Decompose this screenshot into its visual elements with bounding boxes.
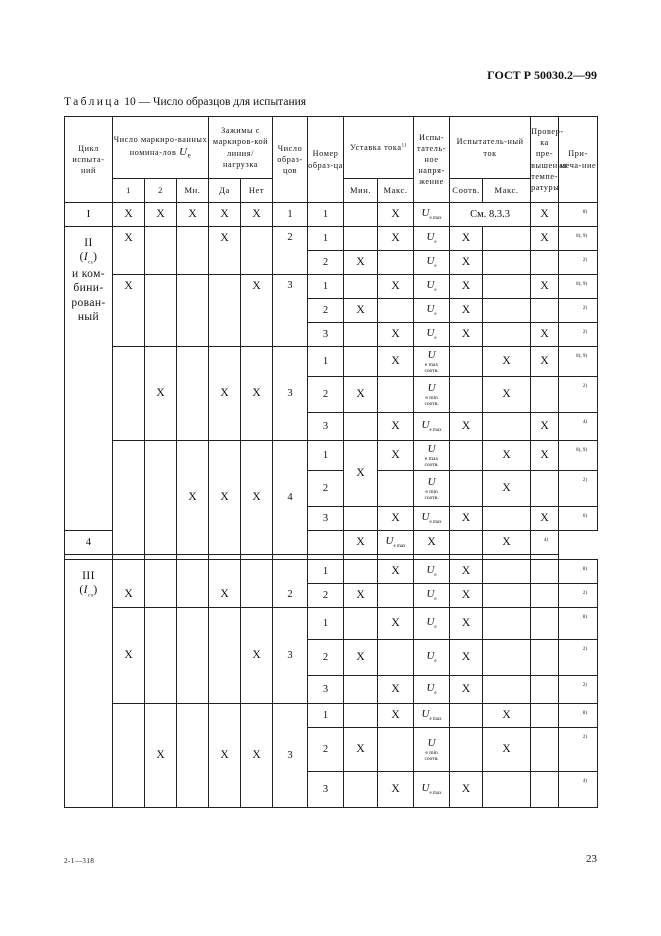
table-cell: X: [241, 275, 273, 347]
table-cell: X: [113, 275, 145, 347]
table-cell: X: [344, 728, 378, 772]
table-cell: X: [450, 772, 483, 808]
table-cell: [531, 471, 559, 507]
sample-count-table: [64, 116, 598, 808]
table-cell: 3: [308, 676, 344, 704]
table-cell: [450, 347, 483, 377]
table-cell: X: [241, 347, 273, 441]
table-cell: X: [531, 507, 559, 531]
table-cell: [378, 299, 414, 323]
table-cell: [145, 227, 177, 275]
table-cell: 2: [308, 299, 344, 323]
table-cell: 3: [273, 704, 308, 808]
table-cell: U e min соотв.: [414, 471, 450, 507]
table-cell: X: [450, 227, 483, 251]
table-cell: [378, 471, 414, 507]
table-cell: [113, 704, 145, 808]
table-cell: X: [177, 203, 209, 227]
table-cell: $U_e$: [414, 227, 450, 251]
table-cell: $U_{e max}$: [378, 531, 414, 555]
table-cell: [177, 275, 209, 347]
subheader-2: 2: [145, 179, 177, 203]
table-cell: 1: [308, 560, 344, 584]
table-cell: X: [450, 299, 483, 323]
table-cell: X: [378, 507, 414, 531]
table-cell: X: [378, 560, 414, 584]
table-row: [65, 227, 598, 251]
table-cell: [483, 608, 531, 640]
standard-number: ГОСТ Р 50030.2—99: [487, 68, 597, 82]
table-cell: X: [531, 441, 559, 471]
table-cell: 8), 9): [559, 275, 598, 299]
table-row: [65, 704, 598, 728]
table-cell: [344, 347, 378, 377]
table-cell: X: [378, 413, 414, 441]
table-cell: X: [209, 227, 241, 275]
table-cell: [483, 275, 531, 299]
header-setting: Уставка тока$^{1)}$: [344, 117, 414, 179]
table-cell: [531, 377, 559, 413]
table-cell: [241, 560, 273, 608]
table-cell: X: [450, 323, 483, 347]
table-cell: 4): [559, 413, 598, 441]
table-row: [65, 608, 598, 640]
table-cell: [450, 704, 483, 728]
table-cell: X: [378, 441, 414, 471]
table-cell: X: [209, 347, 241, 441]
table-cell: [483, 584, 531, 608]
table-cell: [450, 728, 483, 772]
table-cell: X: [450, 608, 483, 640]
table-cell: [483, 640, 531, 676]
table-cell: 2): [559, 377, 598, 413]
table-cell: [344, 203, 378, 227]
subheader-yes: Да: [209, 179, 241, 203]
table-cell: 3: [273, 608, 308, 704]
table-cell: 6): [559, 507, 598, 531]
table-row: [65, 203, 598, 227]
table-cell: X: [378, 772, 414, 808]
table-cell: 3: [308, 323, 344, 347]
table-cell: $U_e$: [414, 560, 450, 584]
table-cell: [344, 608, 378, 640]
table-cell: [344, 413, 378, 441]
table-cell: $U_e$: [414, 251, 450, 275]
table-cell: X: [209, 441, 241, 555]
table-cell: [450, 471, 483, 507]
table-cell: X: [113, 608, 145, 704]
table-cell: X: [450, 413, 483, 441]
table-cell: [378, 728, 414, 772]
header-clamps: Зажимы с маркиров-кой линия/ нагрузка: [209, 117, 273, 179]
table-cell: 1: [308, 203, 344, 227]
table-cell: X: [113, 227, 145, 275]
table-cell: [209, 275, 241, 347]
table-cell: 1: [273, 203, 308, 227]
table-cell: [483, 507, 531, 531]
table-cell: [177, 560, 209, 608]
table-cell: $U_e$: [414, 275, 450, 299]
table-cell: X: [344, 251, 378, 275]
table-cell: U e max соотв.: [414, 347, 450, 377]
table-cell: X: [209, 560, 241, 608]
table-cell: [483, 323, 531, 347]
table-cell: X: [483, 441, 531, 471]
table-cell: 8): [559, 560, 598, 584]
table-cell: [483, 299, 531, 323]
table-cell: [531, 584, 559, 608]
table-cell: $U_{e max}$: [414, 203, 450, 227]
table-cell: X: [531, 413, 559, 441]
table-cell: 2: [308, 640, 344, 676]
table-cell: X: [378, 227, 414, 251]
header-cycle: Цикл испыта-ний: [65, 117, 113, 203]
table-cell: [450, 441, 483, 471]
table-cell: 8), 9): [559, 441, 598, 471]
subheader-many: Мн.: [177, 179, 209, 203]
table-row: [65, 275, 598, 299]
table-cell: [344, 772, 378, 808]
table-cell: 4: [65, 531, 113, 555]
table-cell: X: [378, 704, 414, 728]
table-cell: X: [450, 275, 483, 299]
table-cell: X: [378, 203, 414, 227]
table-cell: 2: [308, 377, 344, 413]
table-cell: X: [145, 704, 177, 808]
table-cell: X: [378, 347, 414, 377]
table-cell: X: [145, 347, 177, 441]
table-cell: [308, 531, 344, 555]
header-poles: Число образ-цов: [273, 117, 308, 203]
table-cell: [177, 347, 209, 441]
table-cell: X: [450, 584, 483, 608]
table-cell: $U_e$: [414, 584, 450, 608]
table-cell: 2): [559, 728, 598, 772]
caption-number: 10: [124, 96, 136, 108]
table-cell: $U_{e max}$: [414, 704, 450, 728]
table-cell: U e min соотв.: [414, 377, 450, 413]
table-cell: X: [531, 323, 559, 347]
table-cell: 2): [559, 323, 598, 347]
table-cell: X: [531, 347, 559, 377]
table-cell: [344, 227, 378, 251]
table-cell: X: [344, 584, 378, 608]
table-cell: [483, 560, 531, 584]
table-cell: [378, 377, 414, 413]
table-cell: X: [414, 531, 450, 555]
header-terminals-count: Число маркиро-ванных номина-лов $U_e$: [113, 117, 209, 179]
table-cell: [531, 704, 559, 728]
cycle-label: II $(I_{cs})$ и ком- бини- рован- ный: [65, 227, 113, 531]
table-cell: [531, 251, 559, 275]
header-temp-check: Провер-ка пре-вышения темпе-ратуры: [531, 117, 559, 203]
table-cell: X: [209, 203, 241, 227]
table-cell: [145, 560, 177, 608]
table-cell: X: [483, 347, 531, 377]
table-cell: [344, 275, 378, 299]
table-cell: [344, 676, 378, 704]
table-cell: [531, 728, 559, 772]
print-code: 2-1—318: [64, 857, 95, 865]
table-cell: X: [450, 251, 483, 275]
table-cell: $U_e$: [414, 676, 450, 704]
table-cell: 2): [559, 640, 598, 676]
table-cell: 2): [559, 584, 598, 608]
table-cell: X: [344, 531, 378, 555]
table-cell: [483, 227, 531, 251]
table-cell: X: [450, 507, 483, 531]
table-cell: $U_e$: [414, 640, 450, 676]
table-cell: [531, 640, 559, 676]
table-cell: X: [483, 377, 531, 413]
subheader-corr: Соотв.: [450, 179, 483, 203]
table-cell: X: [241, 704, 273, 808]
table-cell: 2): [559, 299, 598, 323]
table-cell: X: [344, 377, 378, 413]
table-cell: 2: [308, 471, 344, 507]
table-cell: X: [531, 203, 559, 227]
table-cell: 3: [273, 275, 308, 347]
table-cell: [378, 640, 414, 676]
table-cell: [113, 441, 145, 555]
table-cell: 1: [308, 347, 344, 377]
table-cell: [378, 584, 414, 608]
table-cell: 8), 9): [559, 347, 598, 377]
table-cell: См. 8.3.3: [450, 203, 531, 227]
table-cell: 8): [559, 704, 598, 728]
table-cell: [450, 531, 483, 555]
subheader-min: Мин.: [344, 179, 378, 203]
table-cell: X: [531, 227, 559, 251]
table-cell: [483, 251, 531, 275]
table-cell: [145, 441, 177, 555]
table-cell: X: [344, 441, 378, 507]
table-cell: 1: [308, 227, 344, 251]
table-cell: 2): [559, 251, 598, 275]
table-caption: [64, 96, 306, 108]
subheader-no: Нет: [241, 179, 273, 203]
table-cell: [531, 560, 559, 584]
table-cell: [344, 507, 378, 531]
table-cell: [483, 772, 531, 808]
subheader-max: Макс.: [378, 179, 414, 203]
caption-prefix: Таблица: [64, 96, 122, 108]
table-cell: [113, 347, 145, 441]
table-cell: X: [483, 531, 531, 555]
table-cell: X: [241, 203, 273, 227]
table-cell: 1: [308, 608, 344, 640]
table-cell: $U_e$: [414, 323, 450, 347]
table-cell: 8), 9): [559, 227, 598, 251]
table-cell: 2: [273, 227, 308, 275]
table-cell: [177, 704, 209, 808]
table-cell: X: [378, 676, 414, 704]
table-cell: [209, 608, 241, 704]
table-row: [65, 560, 598, 584]
table-cell: U e max соотв.: [414, 441, 450, 471]
header-test-voltage: Испы-татель-ное напря-жение: [414, 117, 450, 203]
table-cell: [450, 377, 483, 413]
table-cell: X: [378, 608, 414, 640]
subheader-imax: Макс.: [483, 179, 531, 203]
table-cell: 2: [308, 251, 344, 275]
table-cell: [145, 608, 177, 704]
table-cell: [344, 560, 378, 584]
table-cell: X: [145, 203, 177, 227]
table-cell: [177, 608, 209, 704]
table-cell: [531, 299, 559, 323]
table-cell: [531, 676, 559, 704]
table-cell: X: [483, 704, 531, 728]
table-cell: $U_{e max}$: [414, 413, 450, 441]
table-cell: 2: [273, 560, 308, 608]
header-sample-no: Номер образ-ца: [308, 117, 344, 203]
caption-title: — Число образцов для испытания: [138, 96, 307, 108]
table-cell: 2: [308, 584, 344, 608]
table-cell: 4): [531, 531, 559, 555]
table-cell: 3: [308, 413, 344, 441]
header-notes: При-меча-ние: [559, 117, 598, 203]
table-cell: X: [450, 560, 483, 584]
table-cell: $U_{e max}$: [414, 507, 450, 531]
table-cell: X: [483, 728, 531, 772]
table-cell: X: [113, 560, 145, 608]
table-cell: X: [483, 471, 531, 507]
table-cell: [378, 251, 414, 275]
table-cell: 2: [308, 728, 344, 772]
table-cell: [483, 676, 531, 704]
table-cell: 1: [308, 704, 344, 728]
table-cell: 4): [559, 772, 598, 808]
table-cell: 8): [559, 608, 598, 640]
table-cell: $U_e$: [414, 608, 450, 640]
table-row: [65, 441, 598, 471]
table-cell: 3: [308, 772, 344, 808]
table-cell: 8): [559, 203, 598, 227]
table-cell: [531, 772, 559, 808]
table-cell: U e min соотв.: [414, 728, 450, 772]
table-cell: [344, 704, 378, 728]
table-cell: X: [209, 704, 241, 808]
table-cell: X: [378, 275, 414, 299]
table-cell: [483, 413, 531, 441]
table-cell: X: [531, 275, 559, 299]
table-cell: 1: [308, 441, 344, 471]
table-cell: $U_e$: [414, 299, 450, 323]
table-cell: 3: [308, 507, 344, 531]
table-row: [65, 347, 598, 377]
table-cell: X: [344, 299, 378, 323]
table-cell: 3: [273, 347, 308, 441]
table-cell: X: [450, 640, 483, 676]
table-cell: X: [241, 608, 273, 704]
header-test-current: Испытатель-ный ток: [450, 117, 531, 179]
table-cell: [531, 608, 559, 640]
page-number: 23: [586, 853, 597, 865]
table-cell: [241, 227, 273, 275]
table-cell: 2): [559, 676, 598, 704]
cycle-label: I: [65, 203, 113, 227]
table-cell: X: [344, 640, 378, 676]
table-cell: X: [378, 323, 414, 347]
table-cell: 2): [559, 471, 598, 507]
table-cell: X: [177, 441, 209, 555]
table-cell: X: [450, 676, 483, 704]
table-cell: [177, 227, 209, 275]
table-cell: [344, 323, 378, 347]
table-cell: 1: [308, 275, 344, 299]
table-cell: X: [241, 441, 273, 555]
table-cell: X: [113, 203, 145, 227]
cycle-label: III $(I_{cu})$: [65, 560, 113, 808]
table-cell: [145, 275, 177, 347]
table-cell: 4: [273, 441, 308, 555]
subheader-1: 1: [113, 179, 145, 203]
table-cell: $U_{e max}$: [414, 772, 450, 808]
